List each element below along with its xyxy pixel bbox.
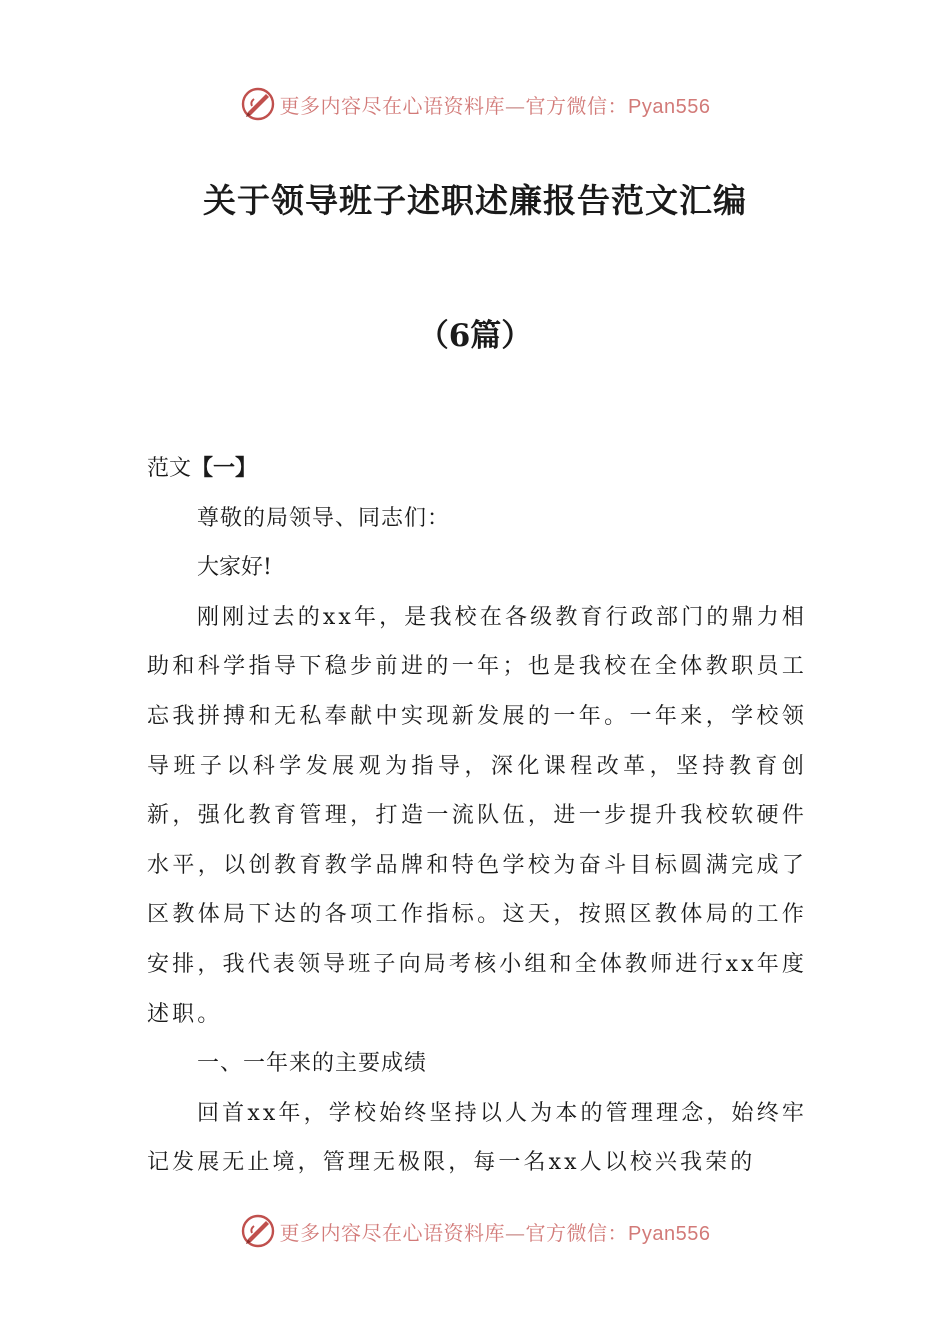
salutation: 尊敬的局领导、同志们： bbox=[197, 505, 451, 531]
watermark-banner-bottom bbox=[0, 1211, 950, 1251]
pen-logo-icon bbox=[240, 86, 276, 122]
document-title: 关于领导班子述职述廉报告范文汇编 bbox=[203, 181, 747, 220]
watermark-text: 更多内容尽在心语资料库—官方微信：Pyan556 bbox=[279, 1220, 711, 1245]
watermark-banner-top bbox=[0, 84, 950, 124]
greeting: 大家好! bbox=[197, 555, 272, 581]
paragraph: 回首xx年，学校始终坚持以人为本的管理理念，始终牢记发展无止境，管理无极限，每一名xx人以校兴我荣的 bbox=[147, 1100, 807, 1176]
document-subtitle: （6篇） bbox=[417, 318, 533, 354]
subheading: 一、一年来的主要成绩 bbox=[197, 1051, 428, 1077]
section-heading: 范文【一】 bbox=[147, 455, 258, 481]
pen-logo-icon bbox=[240, 1213, 276, 1249]
document-body bbox=[147, 444, 807, 1188]
paragraph: 刚刚过去的xx年，是我校在各级教育行政部门的鼎力相助和科学指导下稳步前进的一年；也是我校在全体教职员工忘我拼搏和无私奉献中实现新发展的一年。一年来，学校领导班子以科学发展观为指导，深化课程改革，坚持教育创新，强化教育管理，打造一流队伍，进一步提升我校软硬件水平，以创教育教学品牌和特色学校为奋斗目标圆满完成了区教体局下达的各项工作指标。这天，按照区教体局的工作安排，我代表领导班子向局考核小组和全体教师进行xx年度述职。 bbox=[147, 604, 807, 1027]
watermark-text: 更多内容尽在心语资料库—官方微信：Pyan556 bbox=[279, 93, 711, 118]
